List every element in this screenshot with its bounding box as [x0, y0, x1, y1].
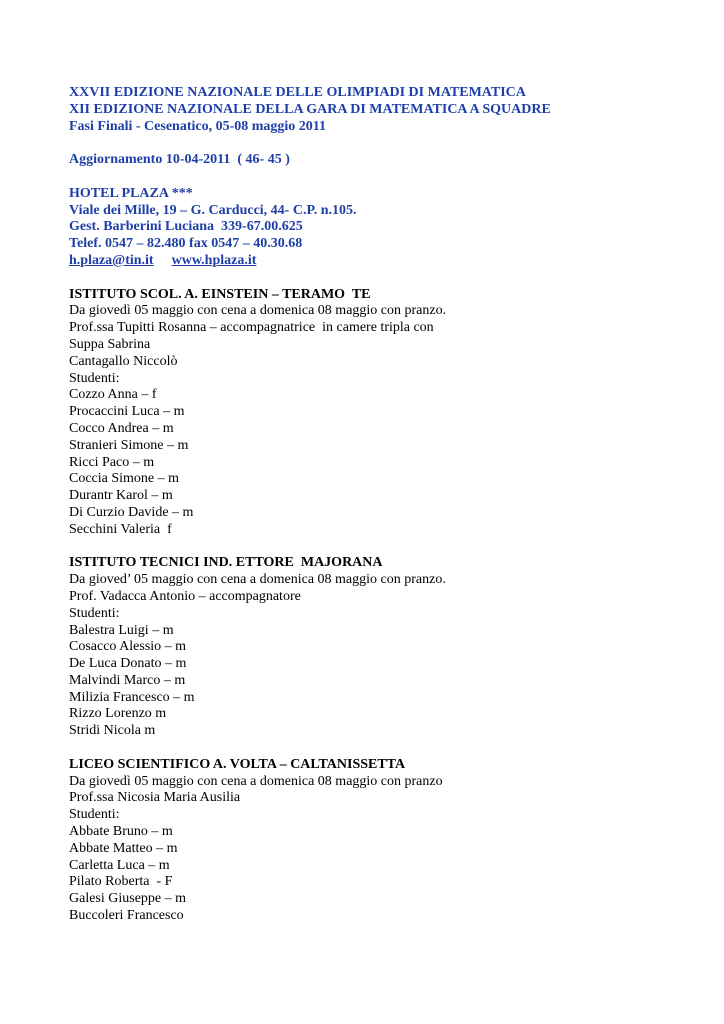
school-line: Prof.ssa Nicosia Maria Ausilia: [69, 790, 241, 806]
school-line: Cocco Andrea – m: [69, 420, 174, 436]
spacer: [69, 270, 699, 287]
spacer: [69, 135, 699, 152]
school-line: De Luca Donato – m: [69, 656, 187, 672]
document-page: [69, 85, 699, 925]
school-line: Galesi Giuseppe – m: [69, 891, 187, 907]
school-name: ISTITUTO TECNICI IND. ETTORE MAJORANA: [69, 555, 383, 571]
school-line: Ricci Paco – m: [69, 454, 155, 470]
school-line: Prof.ssa Tupitti Rosanna – accompagnatrice in camere tripla con: [69, 320, 434, 336]
school-line: Da gioved’ 05 maggio con cena a domenica 08 maggio con pranzo.: [69, 572, 446, 588]
header-line-3: Fasi Finali - Cesenatico, 05-08 maggio 2011: [69, 118, 327, 134]
school-line: Malvindi Marco – m: [69, 672, 186, 688]
school-line: Cosacco Alessio – m: [69, 639, 187, 655]
school-line: Studenti:: [69, 370, 120, 386]
header-line-2: XII EDIZIONE NAZIONALE DELLA GARA DI MATEMATICA A SQUADRE: [69, 101, 551, 117]
hotel-manager: Gest. Barberini Luciana 339-67.00.625: [69, 219, 303, 235]
school-line: Coccia Simone – m: [69, 471, 180, 487]
school-line: Di Curzio Davide – m: [69, 504, 194, 520]
school-line: Studenti:: [69, 807, 120, 823]
spacer: [69, 169, 699, 186]
school-line: Secchini Valeria f: [69, 521, 172, 537]
school-line: Buccoleri Francesco: [69, 908, 184, 924]
document-header: [69, 85, 699, 135]
hotel-address: Viale dei Mille, 19 – G. Carducci, 44- C.P. n.105.: [69, 202, 357, 218]
school-section-0: [69, 287, 699, 539]
school-line: Stridi Nicola m: [69, 723, 156, 739]
school-name: LICEO SCIENTIFICO A. VOLTA – CALTANISSETTA: [69, 756, 406, 772]
school-line: Rizzo Lorenzo m: [69, 706, 167, 722]
spacer: [69, 740, 699, 757]
school-line: Carletta Luca – m: [69, 857, 170, 873]
hotel-contacts: [69, 253, 699, 270]
school-section-2: [69, 757, 699, 925]
school-line: Pilato Roberta - F: [69, 874, 173, 890]
school-line: Balestra Luigi – m: [69, 622, 174, 638]
hotel-name: HOTEL PLAZA ***: [69, 185, 193, 201]
spacer: [69, 539, 699, 556]
hotel-phone: Telef. 0547 – 82.480 fax 0547 – 40.30.68: [69, 236, 303, 252]
hotel-info: [69, 186, 699, 270]
school-name: ISTITUTO SCOL. A. EINSTEIN – TERAMO TE: [69, 286, 371, 302]
header-line-1: XXVII EDIZIONE NAZIONALE DELLE OLIMPIADI DI MATEMATICA: [69, 85, 526, 100]
hotel-website-link[interactable]: www.hplaza.it: [171, 252, 257, 268]
update-line: Aggiornamento 10-04-2011 ( 46- 45 ): [69, 152, 290, 168]
school-section-1: [69, 555, 699, 740]
school-line: Cantagallo Niccolò: [69, 353, 178, 369]
school-line: Da giovedì 05 maggio con cena a domenica 08 maggio con pranzo: [69, 773, 443, 789]
school-line: Prof. Vadacca Antonio – accompagnatore: [69, 588, 301, 604]
hotel-email-link[interactable]: h.plaza@tin.it: [69, 252, 154, 268]
school-line: Suppa Sabrina: [69, 336, 151, 352]
school-line: Abbate Bruno – m: [69, 824, 173, 840]
school-line: Studenti:: [69, 605, 120, 621]
school-line: Milizia Francesco – m: [69, 689, 195, 705]
school-line: Durantr Karol – m: [69, 488, 173, 504]
school-line: Stranieri Simone – m: [69, 437, 189, 453]
school-line: Cozzo Anna – f: [69, 387, 157, 403]
school-line: Da giovedì 05 maggio con cena a domenica 08 maggio con pranzo.: [69, 303, 447, 319]
school-line: Procaccini Luca – m: [69, 404, 185, 420]
school-line: Abbate Matteo – m: [69, 840, 178, 856]
